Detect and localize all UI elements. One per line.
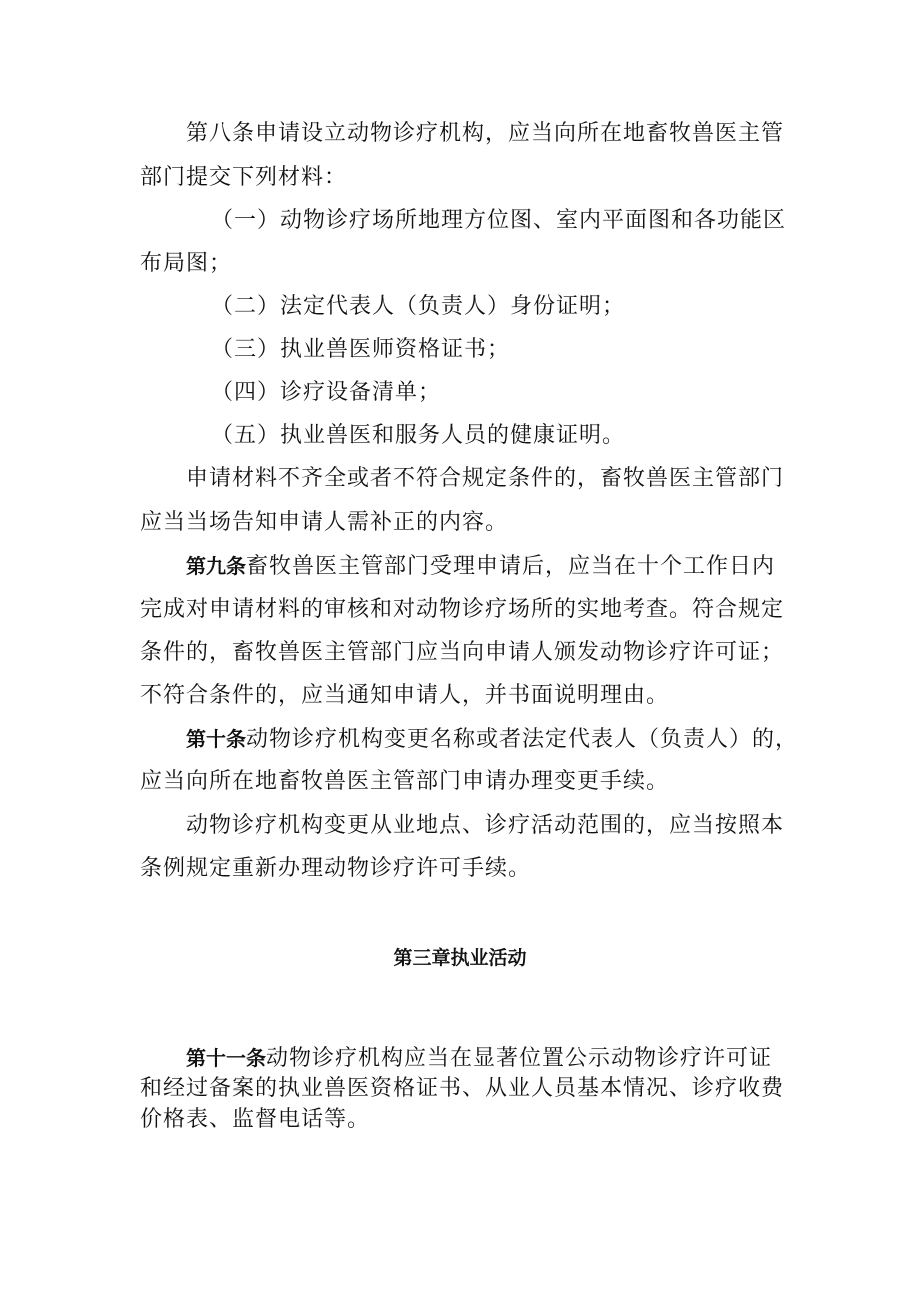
article-9-line-4: 不符合条件的，应当通知申请人，并书面说明理由。 [140,683,670,708]
list-item-5: （五）执业兽医和服务人员的健康证明。 [211,423,626,448]
article-10-line-1 [186,724,826,755]
article-11-label: 第十一条 [186,1046,266,1070]
article-10-para-2-line-2: 条例规定重新办理动物诊疗许可手续。 [140,856,532,881]
article-10-label: 第十条 [186,727,246,751]
article-10-para-2-line-1: 动物诊疗机构变更从业地点、诊疗活动范围的，应当按照本 [186,813,785,838]
article-8-line-2: 部门提交下列材料： [140,165,348,190]
article-11-line-2: 和经过备案的执业兽医资格证书、从业人员基本情况、诊疗收费 [140,1076,785,1101]
chapter-heading: 第三章执业活动 [393,947,527,969]
article-8-para-2-line-1: 申请材料不齐全或者不符合规定条件的，畜牧兽医主管部门 [186,466,785,491]
list-item-1b: 布局图； [140,251,233,276]
article-10-text-1: 动物诊疗机构变更名称或者法定代表人（负责人）的， [246,727,799,752]
article-8-para-2-line-2: 应当当场告知申请人需补正的内容。 [140,510,509,535]
article-9-line-2: 完成对申请材料的审核和对动物诊疗场所的实地考查。符合规定 [140,597,785,622]
list-item-1a: （一）动物诊疗场所地理方位图、室内平面图和各功能区 [211,208,787,233]
article-11-line-1 [186,1043,826,1074]
list-item-4: （四）诊疗设备清单； [211,380,442,405]
article-11-text-1: 动物诊疗机构应当在显著位置公示动物诊疗许可证 [266,1046,773,1071]
article-9-line-1 [186,551,826,582]
article-11-line-3: 价格表、监督电话等。 [140,1107,371,1132]
article-9-text-1: 畜牧兽医主管部门受理申请后，应当在十个工作日内 [246,554,776,579]
article-10-line-2: 应当向所在地畜牧兽医主管部门申请办理变更手续。 [140,769,670,794]
list-item-3: （三）执业兽医师资格证书； [211,337,511,362]
article-9-label: 第九条 [186,554,246,578]
article-9-line-3: 条件的，畜牧兽医主管部门应当向申请人颁发动物诊疗许可证； [140,640,785,665]
list-item-2: （二）法定代表人（负责人）身份证明； [211,294,626,319]
article-8-line-1: 第八条申请设立动物诊疗机构，应当向所在地畜牧兽医主管 [186,121,785,146]
